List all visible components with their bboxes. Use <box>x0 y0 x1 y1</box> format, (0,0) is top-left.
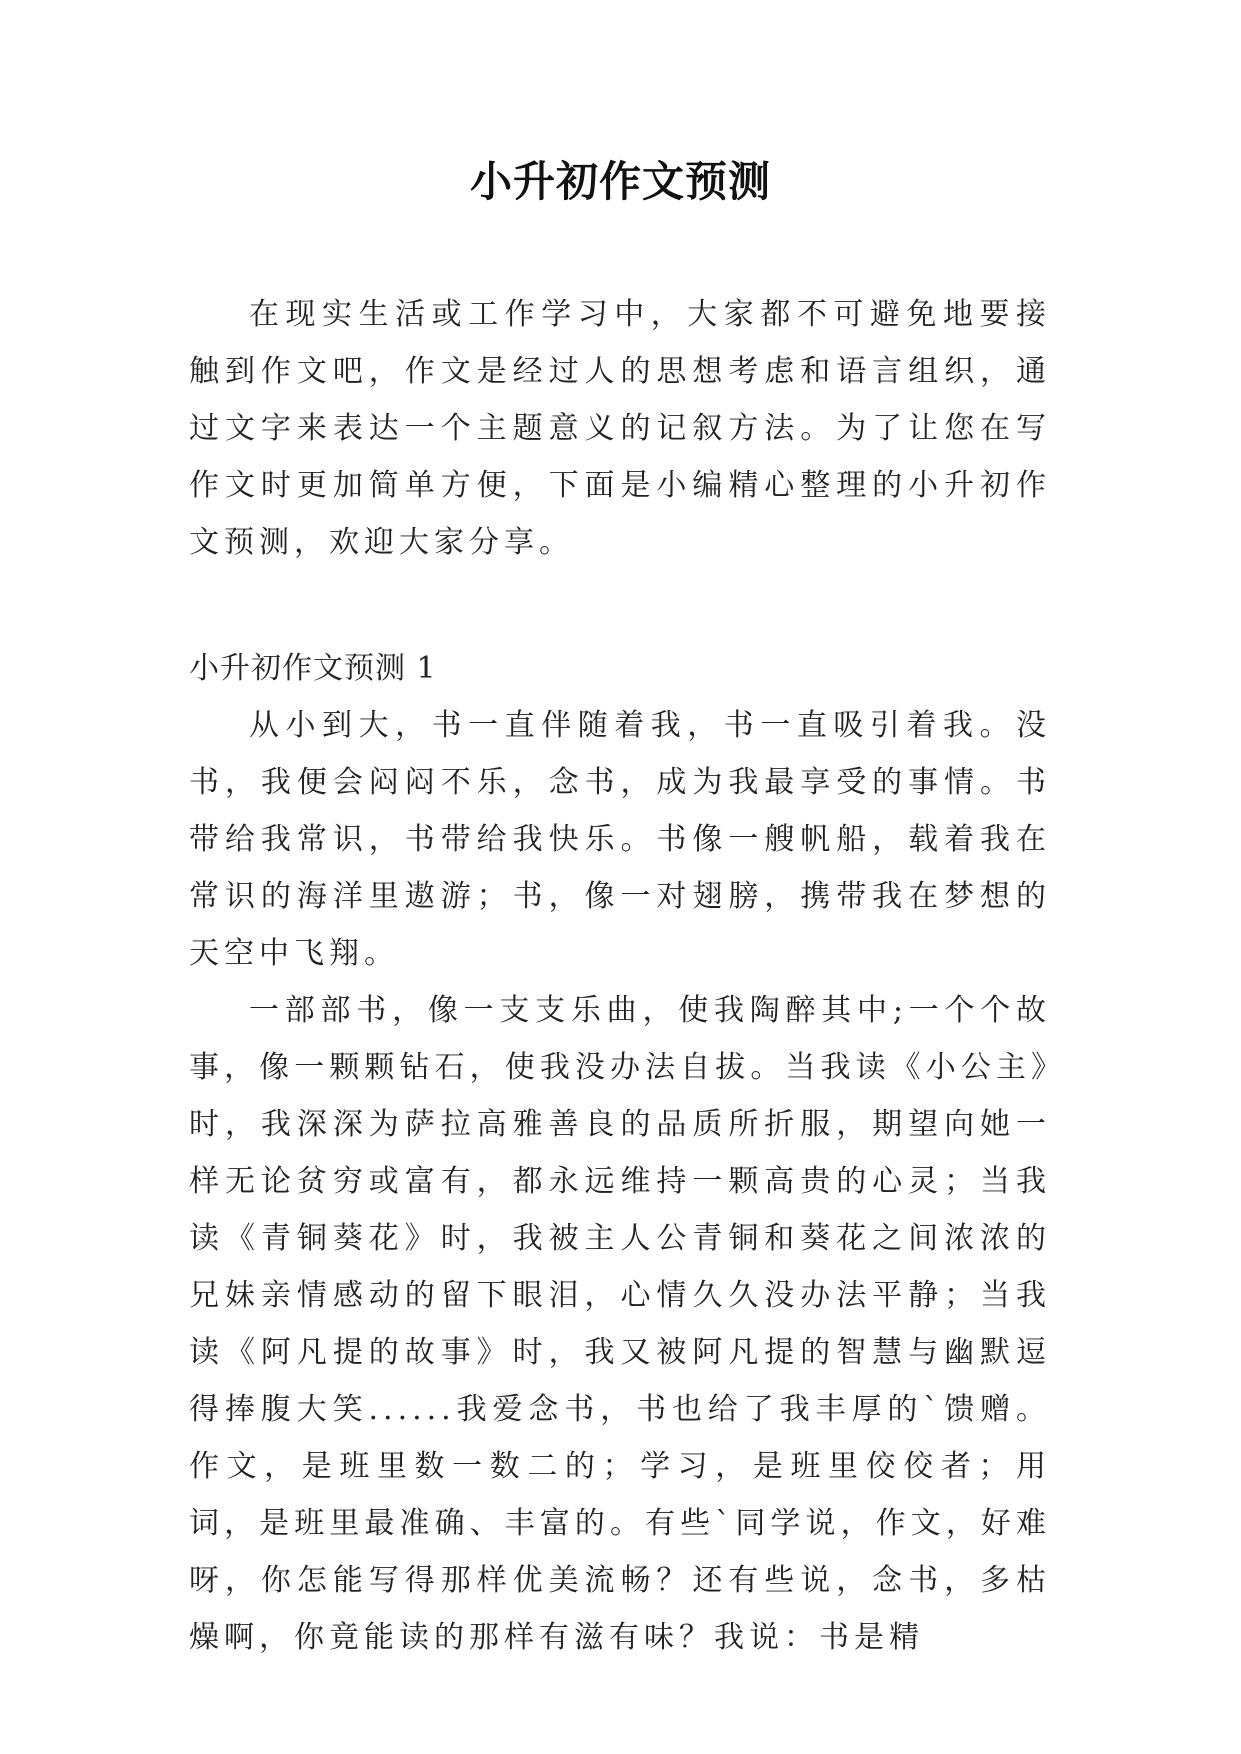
essay-paragraph-2: 一部部书，像一支支乐曲，使我陶醉其中;一个个故事，像一颗颗钻石，使我没办法自拔。当我读《小公主》时，我深深为萨拉高雅善良的品质所折服，期望向她一样无论贫穷或富有，都永远维持一颗高贵的心灵；当我读《青铜葵花》时，我被主人公青铜和葵花之间浓浓的兄妹亲情感动的留下眼泪，心情久久没办法平静；当我读《阿凡提的故事》时，我又被阿凡提的智慧与幽默逗得捧腹大笑......我爱念书，书也给了我丰厚的`馈赠。作文，是班里数一数二的；学习，是班里佼佼者；用词，是班里最准确、丰富的。有些`同学说，作文，好难呀，你怎能写得那样优美流畅？还有些说，念书，多枯燥啊，你竟能读的那样有滋有味？我说：书是精 <box>189 993 1051 1655</box>
section-heading: 小升初作文预测 1 <box>189 651 437 686</box>
document-title: 小升初作文预测 <box>469 157 771 206</box>
essay-section-1 <box>189 640 1051 1666</box>
essay-paragraph-1: 从小到大，书一直伴随着我，书一直吸引着我。没书，我便会闷闷不乐，念书，成为我最享受的事情。书带给我常识，书带给我快乐。书像一艘帆船，载着我在常识的海洋里遨游；书，像一对翅膀，携带我在梦想的天空中飞翔。 <box>189 708 1051 971</box>
intro-paragraph: 在现实生活或工作学习中，大家都不可避免地要接触到作文吧，作文是经过人的思想考虑和语言组织，通过文字来表达一个主题意义的记叙方法。为了让您在写作文时更加简单方便，下面是小编精心整理的小升初作文预测，欢迎大家分享。 <box>189 297 1051 560</box>
intro-block <box>189 286 1051 571</box>
